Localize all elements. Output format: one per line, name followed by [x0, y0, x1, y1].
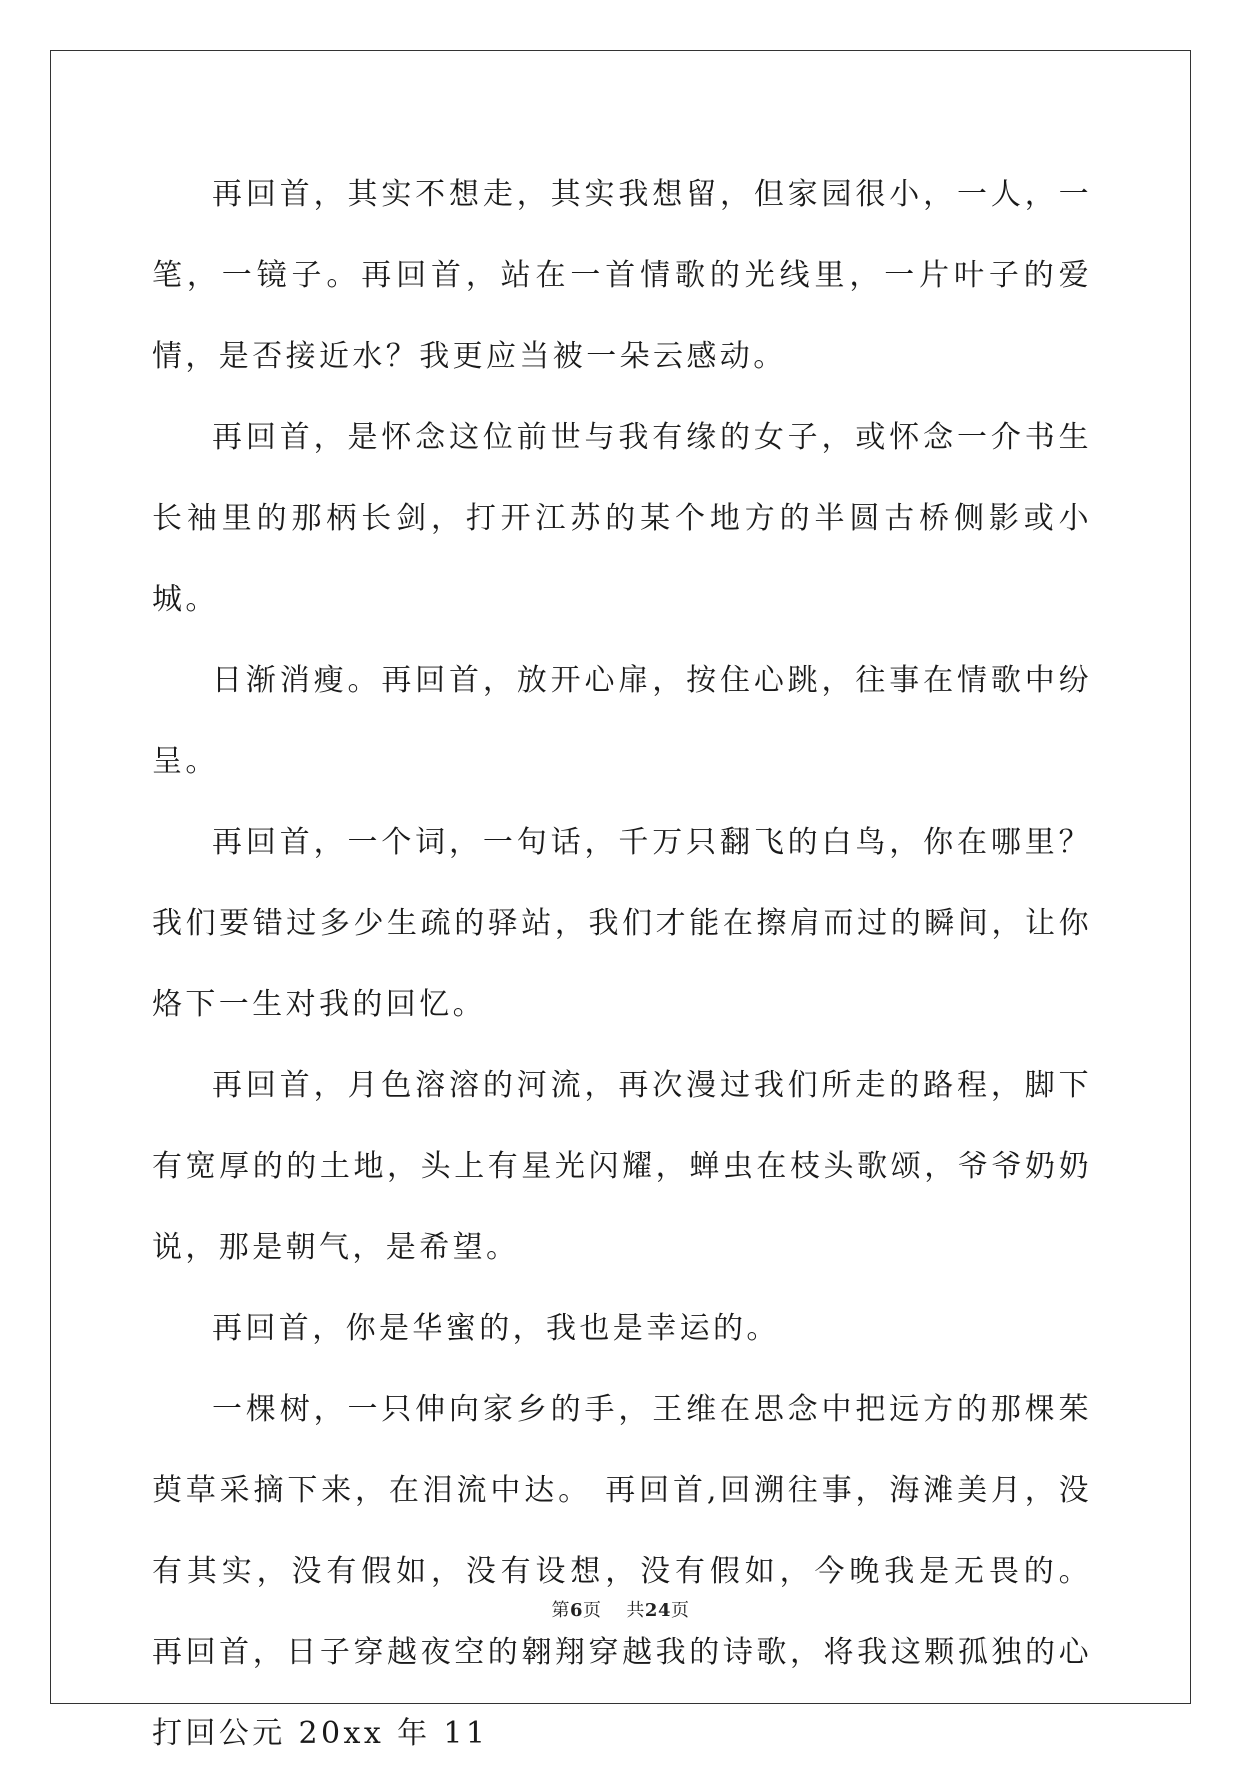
document-body [152, 154, 1105, 1774]
paragraph-6: 再回首，你是华蜜的，我也是幸运的。 [212, 1311, 780, 1346]
paragraph-1: 再回首，其实不想走，其实我想留，但家园很小，一人，一笔，一镜子。再回首，站在一首情歌的光线里，一片叶子的爱情，是否接近水？我更应当被一朵云感动。 [152, 177, 1092, 374]
paragraph-2: 再回首，是怀念这位前世与我有缘的女子，或怀念一介书生长袖里的那柄长剑，打开江苏的某个地方的半圆古桥侧影或小城。 [152, 420, 1092, 617]
current-page-number: 6 [570, 1600, 584, 1621]
total-pages-number: 24 [644, 1600, 671, 1621]
paragraph-3: 日渐消瘦。再回首，放开心扉，按住心跳，往事在情歌中纷呈。 [152, 663, 1092, 779]
footer-prefix: 第 [551, 1600, 570, 1621]
footer-total-suffix: 页 [670, 1600, 690, 1621]
paragraph-7: 一棵树，一只伸向家乡的手，王维在思念中把远方的那棵茱萸草采摘下来，在泪流中达。 再回首,回溯往事，海滩美月，没有其实，没有假如，没有设想，没有假如，今晚我是无畏的。 再回首，日子穿越夜空的翱翔穿越我的诗歌，将我这颗孤独的心打回公元 20xx 年 11 [152, 1392, 1105, 1751]
footer-total-prefix: 共 [626, 1600, 645, 1621]
footer-page-suffix: 页 [583, 1600, 602, 1621]
page-footer [0, 1596, 1241, 1622]
paragraph-4: 再回首，一个词，一句话，千万只翻飞的白鸟，你在哪里？我们要错过多少生疏的驿站，我们才能在擦肩而过的瞬间，让你烙下一生对我的回忆。 [152, 825, 1092, 1022]
paragraph-5: 再回首，月色溶溶的河流，再次漫过我们所走的路程，脚下有宽厚的的土地，头上有星光闪耀，蝉虫在枝头歌颂，爷爷奶奶说，那是朝气，是希望。 [152, 1068, 1092, 1265]
